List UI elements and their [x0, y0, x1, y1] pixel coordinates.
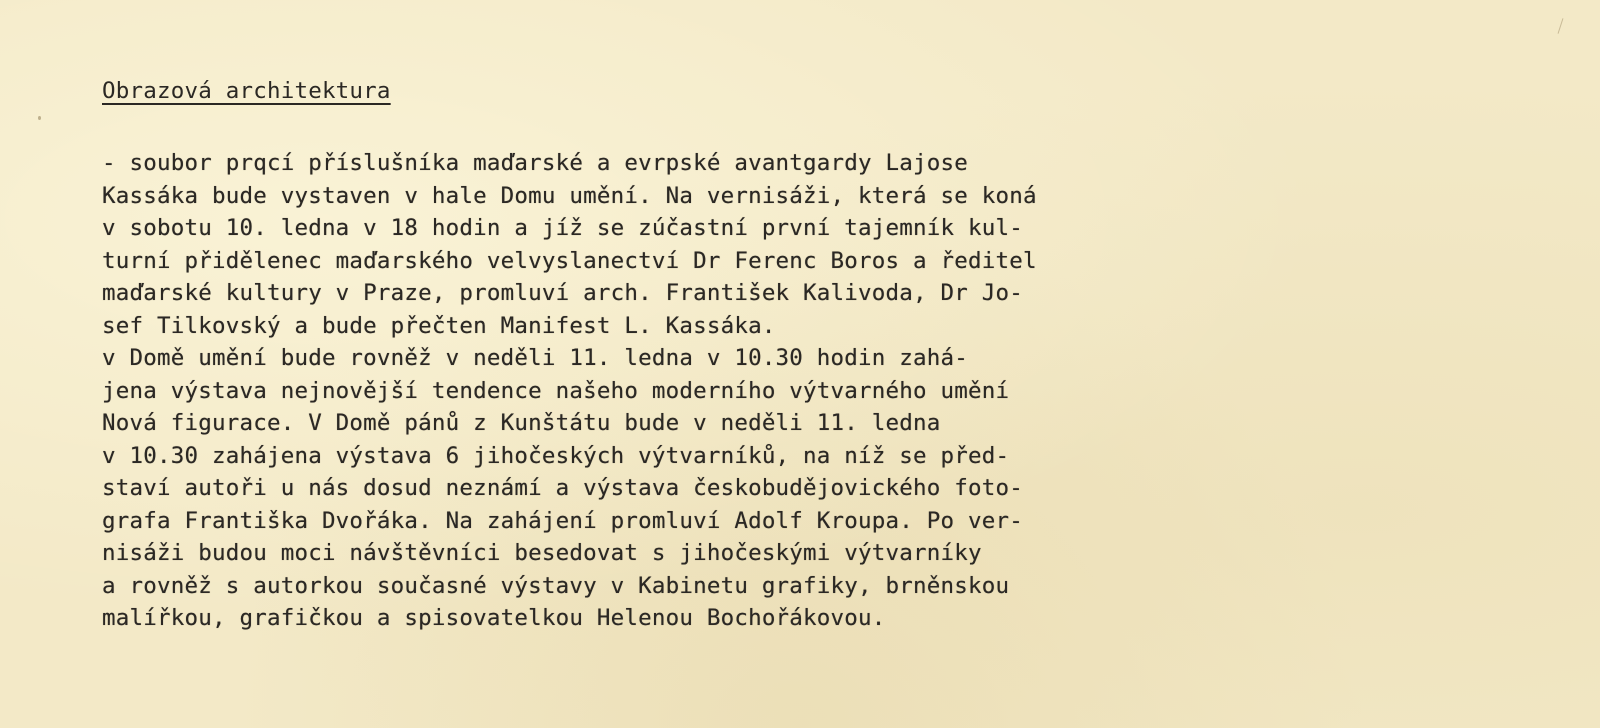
- text-line: Nová figurace. V Domě pánů z Kunštátu bude v neděli 11. ledna: [102, 410, 941, 436]
- text-line: maďarské kultury v Praze, promluví arch. František Kalivoda, Dr Jo-: [102, 280, 1023, 306]
- paper-speck: [38, 116, 41, 120]
- text-line: grafa Františka Dvořáka. Na zahájení promluví Adolf Kroupa. Po ver-: [102, 507, 1023, 534]
- text-line: jena výstava nejnovější tendence našeho moderního výtvarného umění: [102, 377, 1010, 404]
- text-line: a rovněž s autorkou současné výstavy v Kabinetu grafiky, brněnskou: [102, 572, 1010, 599]
- document-body: [102, 147, 1037, 635]
- document-title: Obrazová architektura: [102, 78, 391, 104]
- text-line: nisáži budou moci návštěvníci besedovat s jihočeskými výtvarníky: [102, 540, 982, 566]
- text-line: - soubor prqcí příslušníka maďarské a evrpské avantgardy Lajose: [102, 150, 969, 176]
- text-line: Kassáka bude vystaven v hale Domu umění. Na vernisáži, která se koná: [102, 182, 1037, 209]
- text-line: sef Tilkovský a bude přečten Manifest L. Kassáka.: [102, 312, 776, 339]
- text-line: v Domě umění bude rovněž v neděli 11. ledna v 10.30 hodin zahá-: [102, 345, 969, 371]
- paper-mark: [1558, 18, 1564, 34]
- text-line: v sobotu 10. ledna v 18 hodin a jíž se zúčastní první tajemník kul-: [102, 215, 1023, 241]
- text-line: malířkou, grafičkou a spisovatelkou Helenou Bochořákovou.: [102, 605, 886, 631]
- text-line: v 10.30 zahájena výstava 6 jihočeských výtvarníků, na níž se před-: [102, 442, 1010, 469]
- text-line: turní přidělenec maďarského velvyslanectví Dr Ferenc Boros a ředitel: [102, 247, 1037, 274]
- text-line: staví autoři u nás dosud neznámí a výstava českobudějovického foto-: [102, 475, 1023, 501]
